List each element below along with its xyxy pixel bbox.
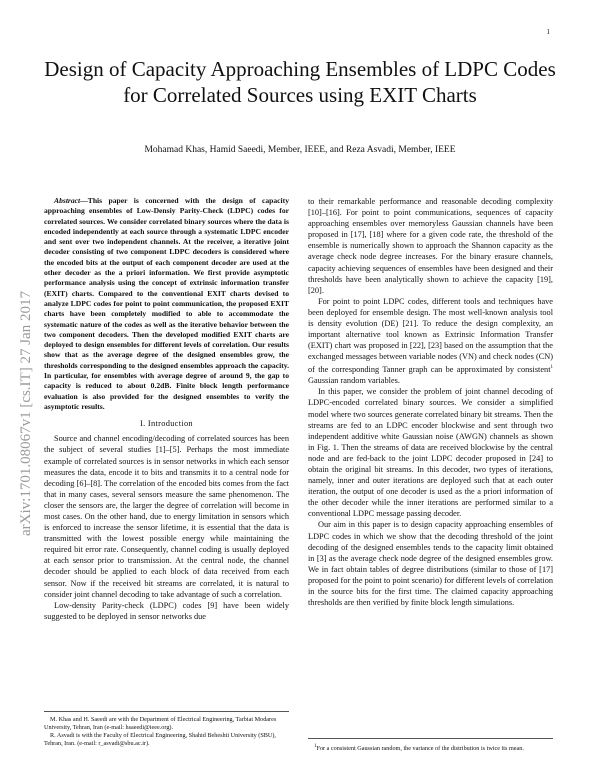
right-column — [308, 196, 553, 608]
arxiv-id-text: arXiv:1701.08067v1 [cs.IT] 27 Jan 2017 — [18, 291, 34, 536]
paper-authors: Mohamad Khas, Hamid Saeedi, Member, IEEE, and Reza Asvadi, Member, IEEE — [144, 145, 456, 155]
footnote-text: For a consistent Gaussian random, the variance of the distribution is twice its mean. — [316, 745, 524, 753]
paragraph: Low-density Parity-check (LDPC) codes [9] have been widely suggested to be deployed in sensor networks due — [44, 600, 289, 621]
footnote-ref: 1 — [550, 365, 553, 371]
paragraph-text: Gaussian random variables. — [308, 376, 400, 386]
footnote-marker: 1 — [314, 744, 317, 749]
paragraph: to their remarkable performance and reasonable decoding complexity [10]–[16]. For point to point communications, sequences of capacity approaching ensembles over memoryless Gaussian channels have been proposed in [17], [18] where for a given code rate, the threshold of the ensemble is numerically shown to approach the Shannon capacity as the average check node degree increases. For the binary erasure channels, capacity achieving sequences of ensembles have been designed and their thresholds have been analytically shown to achieve the capacity [19], [20]. — [308, 197, 553, 295]
abstract-text: —This paper is concerned with the design of capacity approaching ensembles of Low-Densiy Parity-Check (LDPC) codes for correlated sources. We consider correlated binary sources where the data is encoded independently at each source through a systematic LDPC encoder and sent over two independent channels. At the receiver, a iterative joint decoder consisting of two component LDPC decoders is considered where the encoded bits at the output of each component decoder are used at the other decoder as the a priori information. We first provide asymptotic performance analysis using the concept of extrinsic information transfer (EXIT) charts. Compared to the conventional EXIT charts devised to analyze LDPC codes for point to point communication, the proposed EXIT charts have been completely modified to able to accommodate the systematic nature of the codes as well as the iterative behavior between the two component decoders. Then the developed modified EXIT charts are deployed to design ensembles for different levels of correlation. Our results show that as the average degree of the designed ensembles grow, the thresholds corresponding to the designed ensembles approach the capacity. In particular, for ensembles with average degree of around 9, the gap to capacity is reduced to about 0.2dB. Finite block length performance evaluation is also provided for the designed ensembles to verify the asymptotic results. — [44, 196, 289, 411]
section-heading: I. Introduction — [140, 419, 193, 429]
paper-title: Design of Capacity Approaching Ensembles of LDPC Codes for Correlated Sources using EXIT Charts — [44, 57, 556, 107]
abstract-label: Abstract — [54, 196, 81, 205]
paragraph: Our aim in this paper is to design capacity approaching ensembles of LDPC codes in which we show that the decoding threshold of the joint decoding of the designed ensembles tends to the capacity limit obtained in [3] as the average check node degree of the designed ensembles grow. We in fact obtain tables of degree distributions (similar to those of [17] proposed for the point to point scenario) for different levels of correlation in the source bits for the first time. The claimed capacity approaching thresholds are then verified by finite block length simulations. — [308, 520, 553, 608]
footnote: R. Asvadi is with the Faculty of Electrical Engineering, Shahid Beheshti University (SBU), Tehran, Iran. (e-mail: r_asvadi@sbu.ac.ir). — [44, 732, 276, 747]
paragraph: Source and channel encoding/decoding of correlated sources has been the subject of several studies [1]–[5]. Perhaps the most immediate example of correlated sources is in sensor networks in which each sensor measures the data, encode it to bits and transmits it to a central node for decoding [6]–[8]. The correlation of the encoded bits comes from the fact that in many cases, several sensors measure the same phenomenon. The closer the sensors are, the larger the degree of correlation will become in most cases. On the other hand, due to energy limitation in sensors which is enforced to increase the sensor lifetime, it is essential that the data is transmitted with the lowest possible energy while maintaining the required bit error rate. Consequently, channel coding is usually deployed at each sensor prior to transmission. At the central node, the channel decoder should be applied to each block of data received from each sensor. Now if the received bit streams are correlated, it is natural to consider joint channel decoding to take advantage of such a correlation. — [44, 434, 289, 599]
affiliation-footnotes — [44, 711, 289, 748]
arxiv-identifier — [2, 168, 42, 538]
left-column — [44, 196, 289, 622]
page-number: 1 — [546, 28, 550, 36]
footnote-consistent-gaussian — [308, 738, 553, 753]
abstract — [44, 196, 289, 412]
paragraph — [308, 296, 553, 387]
footnote: M. Khas and H. Saeedi are with the Department of Electrical Engineering, Tarbiat Modares University, Tehran, Iran (e-mail: hsaeedi@ieee.org). — [44, 716, 277, 731]
paragraph-text: For point to point LDPC codes, different tools and techniques have been deployed for ensemble design. The most well-known analysis tool is density evolution (DE) [21]. To reduce the design complexity, an important alternative tool known as Extrinsic Information Transfer (EXIT) chart was proposed in [22], [23] based on the assumption that the exchanged messages between variable nodes (VN) and check nodes (CN) of the corresponding Tanner graph can be approximated by consistent — [308, 296, 553, 375]
paragraph: In this paper, we consider the problem of joint channel decoding of LDPC-encoded correlated binary sources. We consider a simplified model where two sources generate correlated binary bit streams. Then the streams are fed to an LDPC encoder blockwise and sent through two independent additive white Gaussian noise (AWGN) channels as shown in Fig. 1. Then the streams of data are received blockwise by the central node and are fed-back to the joint LDPC decoder proposed in [24] to obtain the original bit streams. In this decoder, two types of iterations, namely, inner and outer iterations are deployed such that at each outer iteration, the output of one decoder is used as the a priori information of the other decoder while the inner iterations are performed similar to a conventional LDPC message passing decoder. — [308, 387, 553, 519]
